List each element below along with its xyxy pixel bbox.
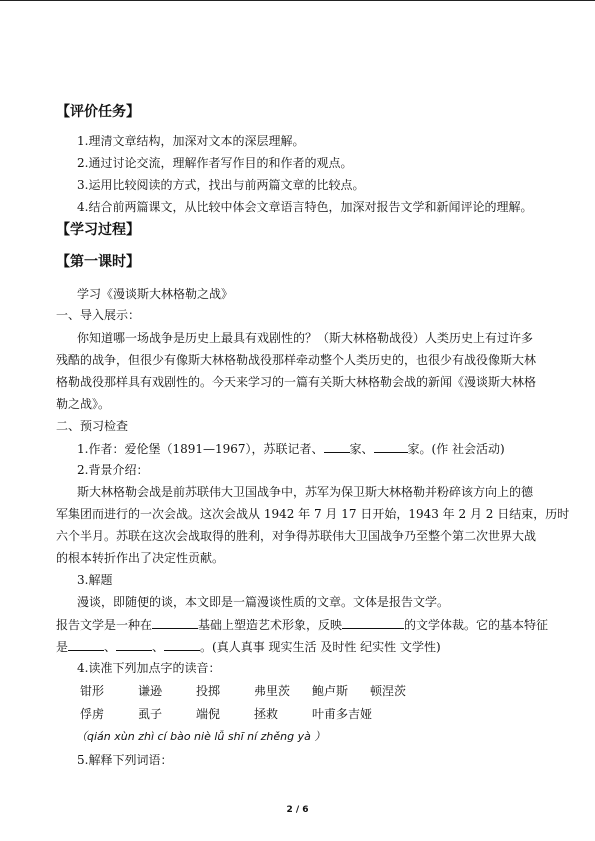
intro-line-3: 格勒战役那样具有戏剧性的。今天来学习的一篇有关斯大林格勒会战的新闻《漫谈斯大林格	[56, 375, 537, 389]
section-title-lesson: 【第一课时】	[56, 254, 140, 270]
background-line-2: 军集团而进行的一次会战。这次会战从 1942 年 7 月 17 日开始，1943 年 2 月 2 日结束，历时	[56, 507, 570, 521]
title-explain-line: 漫谈，即随便的谈，本文即是一篇漫谈性质的文章。文体是报告文学。	[77, 595, 450, 609]
word-item: 钳形	[80, 684, 105, 698]
part-intro-heading: 一、导入展示：	[56, 308, 141, 322]
report-blank-2[interactable]	[342, 616, 404, 629]
author-blank-1[interactable]	[324, 440, 350, 453]
words-row-1	[80, 683, 428, 699]
page-number: 2 / 6	[286, 805, 309, 815]
word-item: 谦逊	[138, 684, 163, 698]
report-text-c: 的文学体裁。它的基本特征	[404, 618, 549, 632]
title-explain-heading: 3.解题	[77, 573, 113, 587]
intro-line-4: 勒之战》。	[56, 397, 111, 411]
author-line	[77, 440, 505, 457]
report2-text-c: 、	[152, 640, 165, 654]
header-rule	[0, 0, 595, 1]
eval-item-2: 2.通过讨论交流，理解作者写作目的和作者的观点。	[77, 156, 353, 170]
report-line-1	[56, 616, 548, 633]
word-item: 虱子	[138, 707, 163, 721]
report-blank-1[interactable]	[152, 616, 198, 629]
pronunciation-heading: 4.读准下列加点字的读音：	[77, 661, 221, 675]
explain-words-heading: 5.解释下列词语：	[77, 753, 173, 767]
report2-blank-3[interactable]	[164, 638, 200, 651]
report2-blank-2[interactable]	[116, 638, 152, 651]
words-row-2	[80, 706, 402, 722]
eval-item-3: 3.运用比较阅读的方式，找出与前两篇文章的比较点。	[77, 178, 365, 192]
word-item: 俘虏	[80, 707, 105, 721]
report2-text-d: 。(真人真事 现实生活 及时性 纪实性 文学性)	[200, 640, 441, 654]
report2-text-a: 是	[56, 640, 69, 654]
part-preview-heading: 二、预习检查	[56, 419, 129, 433]
author-blank-2[interactable]	[374, 440, 408, 453]
section-title-evaluation: 【评价任务】	[56, 104, 140, 120]
word-item: 投掷	[196, 684, 221, 698]
eval-item-1: 1.理清文章结构，加深对文本的深层理解。	[77, 134, 305, 148]
eval-item-4: 4.结合前两篇课文，从比较中体会文章语言特色，加深对报告文学和新闻评论的理解。	[77, 200, 533, 214]
author-text-a: 1.作者：爱伦堡（1891—1967），苏联记者、	[77, 442, 324, 456]
word-item: 弗里茨	[254, 684, 291, 698]
word-item: 叶甫多吉娅	[312, 707, 373, 721]
background-line-1: 斯大林格勒会战是前苏联伟大卫国战争中，苏军为保卫斯大林格勒并粉碎该方向上的德	[77, 485, 534, 499]
study-line: 学习《漫谈斯大林格勒之战》	[77, 287, 234, 301]
report-text-a: 报告文学是一种在	[56, 618, 153, 632]
background-heading: 2.背景介绍：	[77, 463, 149, 477]
intro-line-2: 残酷的战争，但很少有像斯大林格勒战役那样牵动整个人类历史的，也很少有战役像斯大林	[56, 353, 537, 367]
word-item: 拯救	[254, 707, 279, 721]
word-item: 鲍卢斯	[312, 684, 349, 698]
report2-text-b: 、	[104, 640, 117, 654]
report-line-2	[56, 638, 441, 655]
author-text-b: 家、	[349, 442, 374, 456]
intro-line-1: 你知道哪一场战争是历史上最具有戏剧性的？（斯大林格勒战役）人类历史上有过许多	[77, 331, 534, 345]
background-line-4: 的根本转折作出了决定性贡献。	[56, 551, 225, 565]
report2-blank-1[interactable]	[68, 638, 104, 651]
pinyin-line: （qián xùn zhì cí bào niè lǚ shī ní zhěng yà ）	[76, 730, 326, 743]
author-text-c: 家。(作 社会活动)	[407, 442, 505, 456]
report-text-b: 基础上塑造艺术形象，反映	[198, 618, 343, 632]
background-line-3: 六个半月。苏联在这次会战取得的胜利，对争得苏联伟大卫国战争乃至整个第二次世界大战	[56, 529, 537, 543]
section-title-process: 【学习过程】	[56, 222, 140, 238]
word-item: 顿涅茨	[370, 684, 407, 698]
word-item: 端倪	[196, 707, 221, 721]
